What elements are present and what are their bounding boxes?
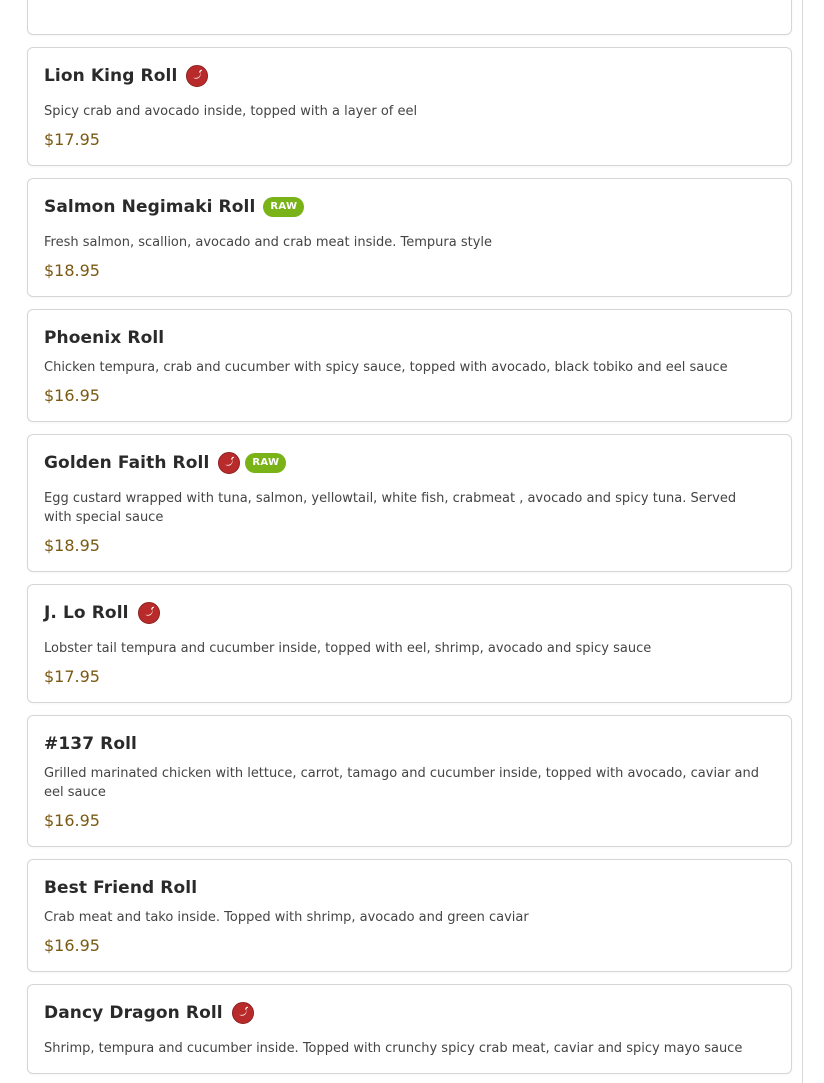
item-price: $17.95	[44, 667, 100, 686]
menu-item-card[interactable]	[27, 984, 792, 1074]
menu-item-card[interactable]	[27, 47, 792, 166]
item-name: Best Friend Roll	[44, 878, 198, 898]
item-name: Dancy Dragon Roll	[44, 1003, 223, 1023]
item-description: Grilled marinated chicken with lettuce, carrot, tamago and cucumber inside, topped with avocado, caviar and eel sauce	[44, 766, 759, 800]
chili-pepper-icon	[138, 602, 160, 624]
item-price: $17.95	[44, 130, 100, 149]
item-title-row	[44, 326, 775, 350]
item-description: Lobster tail tempura and cucumber inside, topped with eel, shrimp, avocado and spicy sauce	[44, 641, 652, 656]
chili-pepper-icon	[218, 452, 240, 474]
menu-item-card[interactable]	[27, 715, 792, 847]
item-price: $16.95	[44, 936, 100, 955]
raw-badge: RAW	[245, 453, 286, 473]
item-name: Salmon Negimaki Roll	[44, 197, 256, 217]
menu-item-list	[27, 0, 792, 1083]
menu-item-card[interactable]	[27, 859, 792, 972]
item-title-row	[44, 451, 775, 475]
item-title-row	[44, 601, 775, 625]
menu-item-card[interactable]	[27, 0, 792, 35]
chili-pepper-icon	[232, 1002, 254, 1024]
menu-item-card[interactable]	[27, 584, 792, 703]
item-name: Golden Faith Roll	[44, 453, 210, 473]
menu-item-card[interactable]	[27, 434, 792, 572]
menu-item-card[interactable]	[27, 178, 792, 297]
scrollbar-track[interactable]	[802, 0, 803, 1083]
item-title-row	[44, 876, 775, 900]
item-price: $16.95	[44, 811, 100, 830]
item-description: Shrimp, tempura and cucumber inside. Topped with crunchy spicy crab meat, caviar and spicy mayo sauce	[44, 1041, 743, 1056]
item-name: #137 Roll	[44, 734, 137, 754]
item-description: Chicken tempura, crab and cucumber with spicy sauce, topped with avocado, black tobiko and eel sauce	[44, 360, 728, 375]
item-price: $18.95	[44, 536, 100, 555]
item-description: Fresh salmon, scallion, avocado and crab meat inside. Tempura style	[44, 235, 492, 250]
item-title-row	[44, 732, 775, 756]
item-name: Lion King Roll	[44, 66, 178, 86]
raw-badge: RAW	[263, 197, 304, 217]
item-title-row	[44, 1001, 775, 1025]
item-price: $16.95	[44, 386, 100, 405]
item-price: $18.95	[44, 261, 100, 280]
item-name: Phoenix Roll	[44, 328, 165, 348]
item-description: Egg custard wrapped with tuna, salmon, yellowtail, white fish, crabmeat , avocado and spicy tuna. Served with special sauce	[44, 491, 737, 525]
item-title-row	[44, 64, 775, 88]
chili-pepper-icon	[186, 65, 208, 87]
item-description: Crab meat and tako inside. Topped with shrimp, avocado and green caviar	[44, 910, 529, 925]
menu-item-card[interactable]	[27, 309, 792, 422]
item-title-row	[44, 195, 775, 219]
item-name: J. Lo Roll	[44, 603, 129, 623]
item-description: Spicy crab and avocado inside, topped with a layer of eel	[44, 104, 418, 119]
